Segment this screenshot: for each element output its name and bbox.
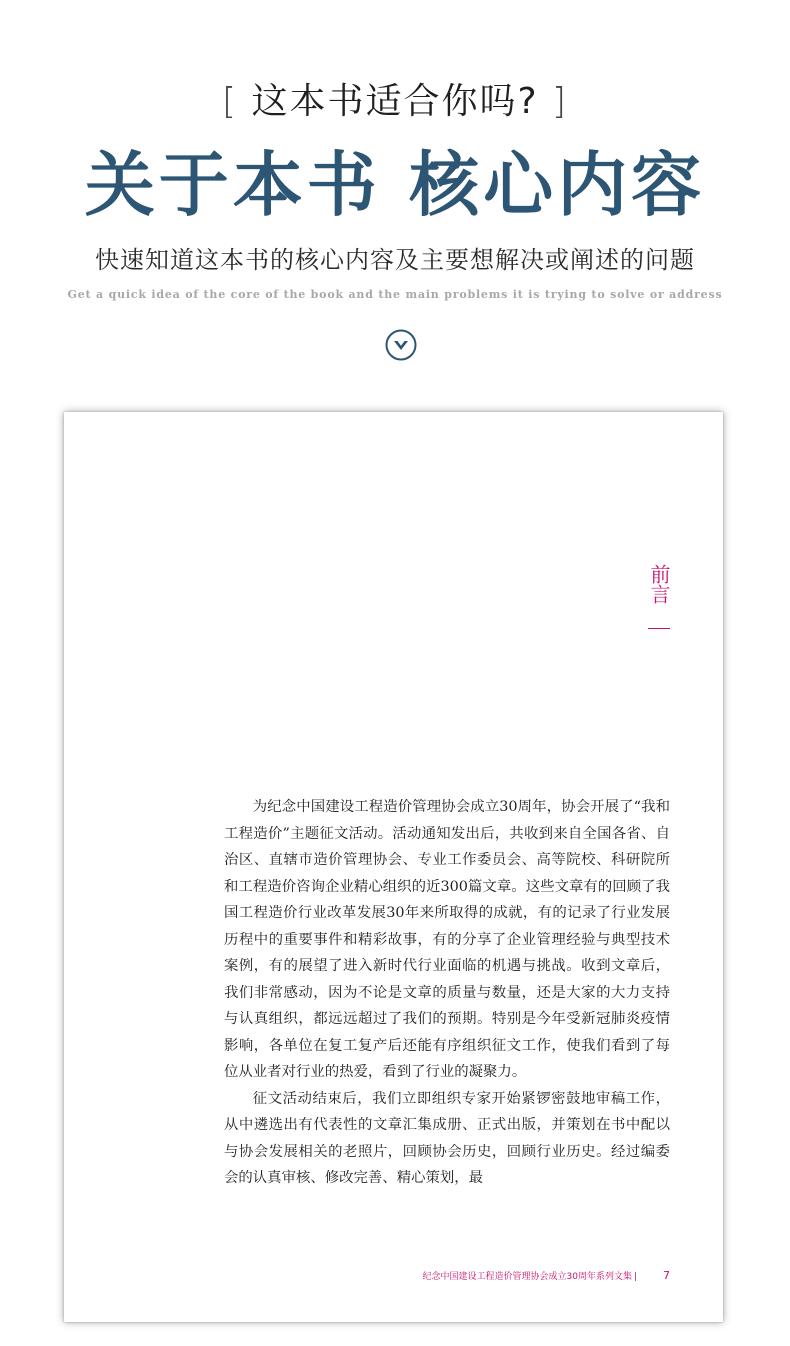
- preface-divider: [648, 628, 670, 629]
- footer-separator: |: [633, 1272, 637, 1282]
- page-subtitle: 快速知道这本书的核心内容及主要想解决或阐述的问题: [95, 246, 695, 274]
- tag-text: 这本书适合你吗?: [251, 81, 539, 122]
- book-page-preview: [64, 412, 723, 1322]
- footer-book-title: 纪念中国建设工程造价管理协会成立30周年系列文集: [422, 1272, 632, 1282]
- tag-bracket-open: [: [221, 81, 238, 122]
- preface-body: [224, 794, 670, 1192]
- chevron-down-circle-icon[interactable]: [385, 329, 417, 361]
- preface-paragraph-1: 为纪念中国建设工程造价管理协会成立30周年，协会开展了“我和工程造价”主题征文活动。活动通知发出后，共收到来自全国各省、自治区、直辖市造价管理协会、专业工作委员会、高等院校、科研院所和工程造价咨询企业精心组织的近300篇文章。这些文章有的回顾了我国工程造价行业改革发展30年来所取得的成就，有的记录了行业发展历程中的重要事件和精彩故事，有的分享了企业管理经验与典型技术案例，有的展望了进入新时代行业面临的机遇与挑战。收到文章后，我们非常感动，因为不论是文章的质量与数量，还是大家的大力支持与认真组织，都远远超过了我们的预期。特别是今年受新冠肺炎疫情影响，各单位在复工复产后还能有序组织征文工作，使我们看到了每位从业者对行业的热爱，看到了行业的凝聚力。: [224, 799, 670, 1080]
- preface-heading: 前言: [647, 564, 671, 604]
- page-subtitle-english: Get a quick idea of the core of the book and the main problems it is trying to solve or address: [67, 288, 723, 301]
- book-intro-header: [0, 0, 790, 400]
- page-title: 关于本书 核心内容: [84, 143, 706, 226]
- page-footer: [364, 1268, 670, 1284]
- tag-bracket-close: ]: [552, 81, 569, 122]
- preface-paragraph-2: 征文活动结束后，我们立即组织专家开始紧锣密鼓地审稿工作，从中遴选出有代表性的文章汇集成册、正式出版，并策划在书中配以与协会发展相关的老照片，回顾协会历史，回顾行业历史。经过编委会的认真审核、修改完善、精心策划，最: [224, 1090, 670, 1186]
- section-tag: [0, 80, 790, 124]
- page-number: 7: [663, 1269, 670, 1282]
